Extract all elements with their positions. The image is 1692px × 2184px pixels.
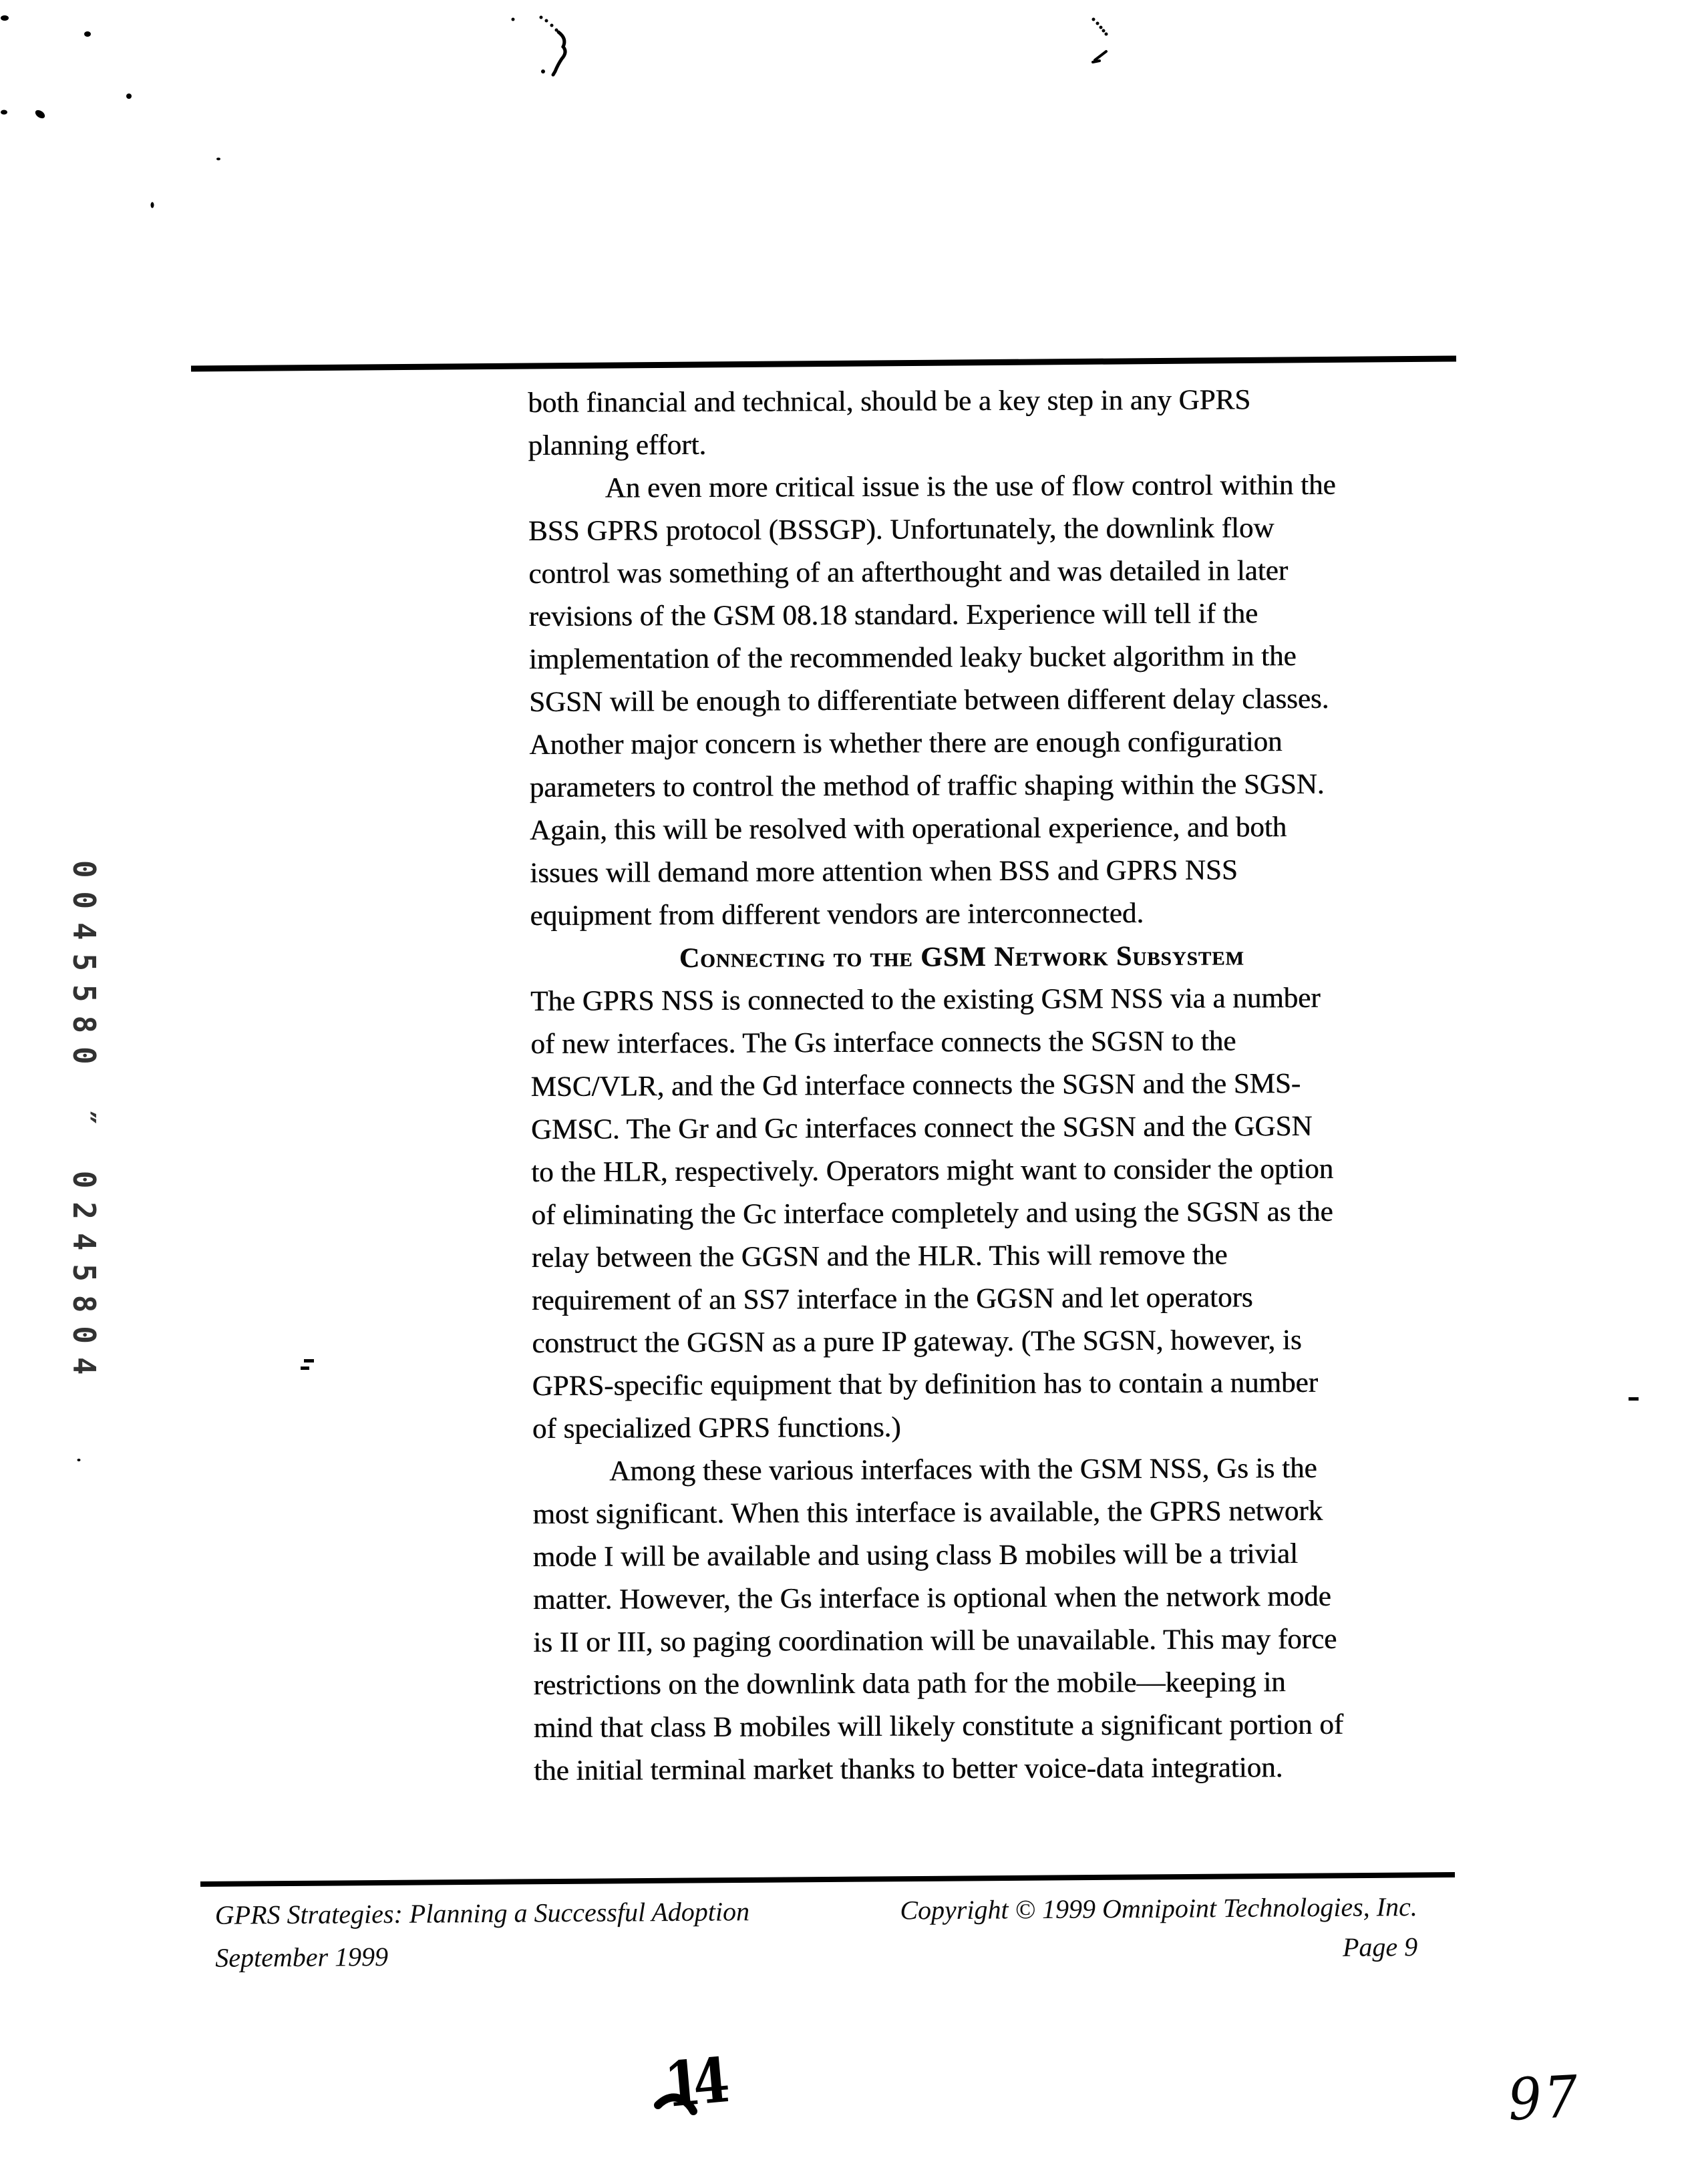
text-line: implementation of the recommended leaky bucket algorithm in the xyxy=(528,640,1297,675)
paragraph-continuation xyxy=(528,378,1391,468)
footer-page-number: Page 9 xyxy=(1342,1932,1418,1962)
text-line: BSS GPRS protocol (BSSGP). Unfortunately, the downlink flow xyxy=(528,512,1275,547)
text-line: GMSC. The Gr and Gc interfaces connect the SGSN and the GGSN xyxy=(530,1110,1313,1145)
text-line: relay between the GGSN and the HLR. This will remove the xyxy=(531,1239,1228,1274)
text-line: equipment from different vendors are interconnected. xyxy=(530,897,1144,932)
vertical-fax-stamp: 0045580 ″ 0245804 xyxy=(65,860,102,1389)
text-line: GPRS-specific equipment that by definition has to contain a number xyxy=(532,1367,1318,1402)
text-line: An even more critical issue is the use of flow control within the xyxy=(605,469,1336,504)
text-line: SGSN will be enough to differentiate between different delay classes. xyxy=(528,683,1329,718)
text-line: issues will demand more attention when BSS and GPRS NSS xyxy=(530,854,1238,889)
text-line: revisions of the GSM 08.18 standard. Experience will tell if the xyxy=(528,598,1258,632)
text-line: control was something of an afterthought and was detailed in later xyxy=(528,555,1289,590)
text-line: of specialized GPRS functions.) xyxy=(532,1411,901,1445)
footer-date: September 1999 xyxy=(215,1941,389,1973)
text-line: parameters to control the method of traffic shaping within the SGSN. xyxy=(529,768,1325,803)
text-line: mind that class B mobiles will likely constitute a significant portion of xyxy=(533,1708,1344,1744)
text-line: the initial terminal market thanks to better voice-data integration. xyxy=(533,1752,1283,1787)
text-line: Again, this will be resolved with operational experience, and both xyxy=(529,811,1287,846)
text-line: restrictions on the downlink data path for the mobile—keeping in xyxy=(533,1666,1286,1701)
text-line: The GPRS NSS is connected to the existing GSM NSS via a number xyxy=(530,982,1321,1017)
paragraph-flow-control xyxy=(528,464,1393,938)
document-body xyxy=(528,378,1397,1793)
text-line: requirement of an SS7 interface in the GGSN and let operators xyxy=(531,1282,1253,1316)
margin-tick-mark xyxy=(301,1359,314,1370)
text-line: matter. However, the Gs interface is optional when the network mode xyxy=(532,1580,1331,1616)
text-line: is II or III, so paging coordination will be unavailable. This may force xyxy=(533,1623,1337,1658)
right-margin-dash xyxy=(1629,1397,1639,1401)
text-line: MSC/VLR, and the Gd interface connects the SGSN and the SMS- xyxy=(530,1067,1301,1103)
footer-right xyxy=(868,1887,1418,1971)
text-line: of new interfaces. The Gs interface connects the SGSN to the xyxy=(530,1025,1236,1060)
diagonal-scratch-icon xyxy=(1092,18,1108,36)
text-line: Among these various interfaces with the GSM NSS, Gs is the xyxy=(609,1452,1317,1487)
text-line: Another major concern is whether there are enough configuration xyxy=(529,726,1283,761)
footer-left xyxy=(215,1890,750,1980)
toner-specks xyxy=(1,15,220,1461)
handwritten-page-number: 97 xyxy=(1506,2063,1582,2134)
footer-copyright: Copyright © 1999 Omnipoint Technologies, Inc. xyxy=(900,1891,1417,1926)
pen-squiggle-dot xyxy=(541,69,545,73)
footer-rule xyxy=(200,1875,1455,1884)
handwritten-scribble: 14 xyxy=(661,2044,725,2121)
pen-squiggle-stroke xyxy=(553,32,565,75)
text-line: mode I will be available and using class B mobiles will be a trivial xyxy=(532,1537,1298,1573)
header-rule xyxy=(191,359,1456,369)
paragraph-gs-interface xyxy=(532,1447,1397,1793)
text-line: both financial and technical, should be a key step in any GPRS xyxy=(528,384,1251,419)
text-line: planning effort. xyxy=(528,429,707,462)
text-line: construct the GGSN as a pure IP gateway. (The SGSN, however, is xyxy=(532,1324,1302,1359)
text-line: of eliminating the Gc interface completely and using the SGSN as the xyxy=(531,1196,1333,1231)
footer-doc-title: GPRS Strategies: Planning a Successful Adoption xyxy=(214,1896,750,1930)
text-line: to the HLR, respectively. Operators might want to consider the option xyxy=(531,1153,1334,1188)
diagonal-scratch-tick xyxy=(1093,51,1106,62)
text-line: most significant. When this interface is available, the GPRS network xyxy=(532,1495,1323,1530)
pen-squiggle-icon xyxy=(512,16,558,32)
section-heading: Connecting to the GSM Network Subsystem xyxy=(679,940,1244,974)
paragraph-gprs-nss xyxy=(530,976,1395,1451)
